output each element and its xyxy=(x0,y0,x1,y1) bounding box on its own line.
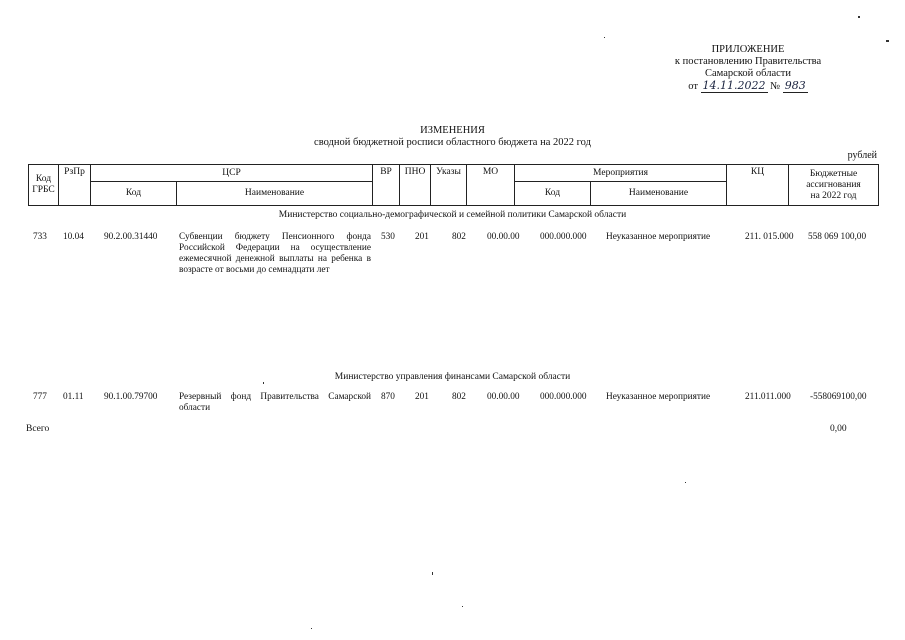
scan-speck xyxy=(604,37,605,38)
cell-mer-name: Неуказанное мероприятие xyxy=(606,392,711,402)
cell-mer-name: Неуказанное мероприятие xyxy=(606,232,711,242)
header-budget-assignments xyxy=(789,165,879,206)
appendix-date-line xyxy=(638,80,858,93)
cell-ukazy: 802 xyxy=(452,232,466,242)
table-row xyxy=(0,392,905,418)
cell-grbs: 733 xyxy=(33,232,47,242)
header-csr-kod: Код xyxy=(91,182,177,206)
handwritten-date: 14.11.2022 xyxy=(702,79,766,92)
cell-csr-code: 90.2.00.31440 xyxy=(104,232,158,242)
appendix-block xyxy=(638,44,858,93)
assign-line-2: ассигнования xyxy=(806,179,861,190)
table-row xyxy=(0,232,905,302)
cell-vr: 870 xyxy=(381,392,395,402)
scan-speck xyxy=(462,606,463,607)
header-kc: КЦ xyxy=(727,165,789,206)
cell-mer-code: 000.000.000 xyxy=(540,392,587,402)
units-label: рублей xyxy=(847,150,877,161)
cell-mo: 00.00.00 xyxy=(487,232,520,242)
scan-speck xyxy=(263,382,264,384)
section-ministry-social: Министерство социально-демографической и семейной политики Самарской области xyxy=(278,210,627,220)
appendix-line-region: Самарской области xyxy=(705,68,791,79)
assign-line-3: на 2022 год xyxy=(810,190,857,201)
assign-line-1: Бюджетные xyxy=(809,168,858,179)
header-kod-grbs: Код ГРБС xyxy=(29,165,59,206)
cell-csr-code: 90.1.00.79700 xyxy=(104,392,158,402)
cell-kc: 211.011.000 xyxy=(745,392,791,402)
total-value: 0,00 xyxy=(830,424,847,434)
section-ministry-finance: Министерство управления финансами Самарской области xyxy=(334,372,571,382)
cell-rzpr: 10.04 xyxy=(63,232,84,242)
date-prefix: от xyxy=(688,81,698,92)
appendix-line-resolution: к постановлению Правительства xyxy=(674,56,822,67)
header-meropriyatiya: Мероприятия xyxy=(515,165,727,182)
cell-mo: 00.00.00 xyxy=(487,392,520,402)
scan-speck xyxy=(311,628,312,629)
header-mer-kod: Код xyxy=(515,182,591,206)
title-subtitle: сводной бюджетной росписи областного бюджета на 2022 год xyxy=(314,137,591,148)
handwritten-number: 983 xyxy=(784,79,806,92)
number-prefix: № xyxy=(770,81,781,92)
cell-grbs: 777 xyxy=(33,392,47,402)
scan-speck xyxy=(432,572,433,575)
total-label: Всего xyxy=(26,424,50,434)
cell-amount: 558 069 100,00 xyxy=(808,232,867,242)
header-rzpr: РзПр xyxy=(59,165,91,206)
title-main: ИЗМЕНЕНИЯ xyxy=(420,125,485,136)
header-pno: ПНО xyxy=(400,165,431,206)
document-title xyxy=(0,125,905,149)
cell-csr-name: Резервный фонд Правительства Самарской области xyxy=(179,392,371,413)
scan-speck xyxy=(685,482,686,483)
header-mo: МО xyxy=(467,165,515,206)
cell-ukazy: 802 xyxy=(452,392,466,402)
table-header xyxy=(28,164,879,206)
header-ukazy: Указы xyxy=(431,165,467,206)
cell-rzpr: 01.11 xyxy=(63,392,84,402)
cell-pno: 201 xyxy=(415,392,429,402)
header-vr: ВР xyxy=(373,165,400,206)
cell-csr-name: Субвенции бюджету Пенсионного фонда Российской Федерации на осуществление ежемесячной денежной выплаты на ребенка в возрасте от восьми до семнадцати лет xyxy=(179,232,371,275)
header-csr: ЦСР xyxy=(91,165,373,182)
scan-speck xyxy=(858,16,860,18)
header-mer-name: Наименование xyxy=(591,182,727,206)
cell-mer-code: 000.000.000 xyxy=(540,232,587,242)
cell-vr: 530 xyxy=(381,232,395,242)
appendix-title: ПРИЛОЖЕНИЕ xyxy=(711,44,785,55)
header-csr-name: Наименование xyxy=(177,182,373,206)
cell-pno: 201 xyxy=(415,232,429,242)
cell-kc: 211. 015.000 xyxy=(745,232,794,242)
cell-amount: -558069100,00 xyxy=(810,392,867,402)
scan-speck xyxy=(886,40,889,42)
